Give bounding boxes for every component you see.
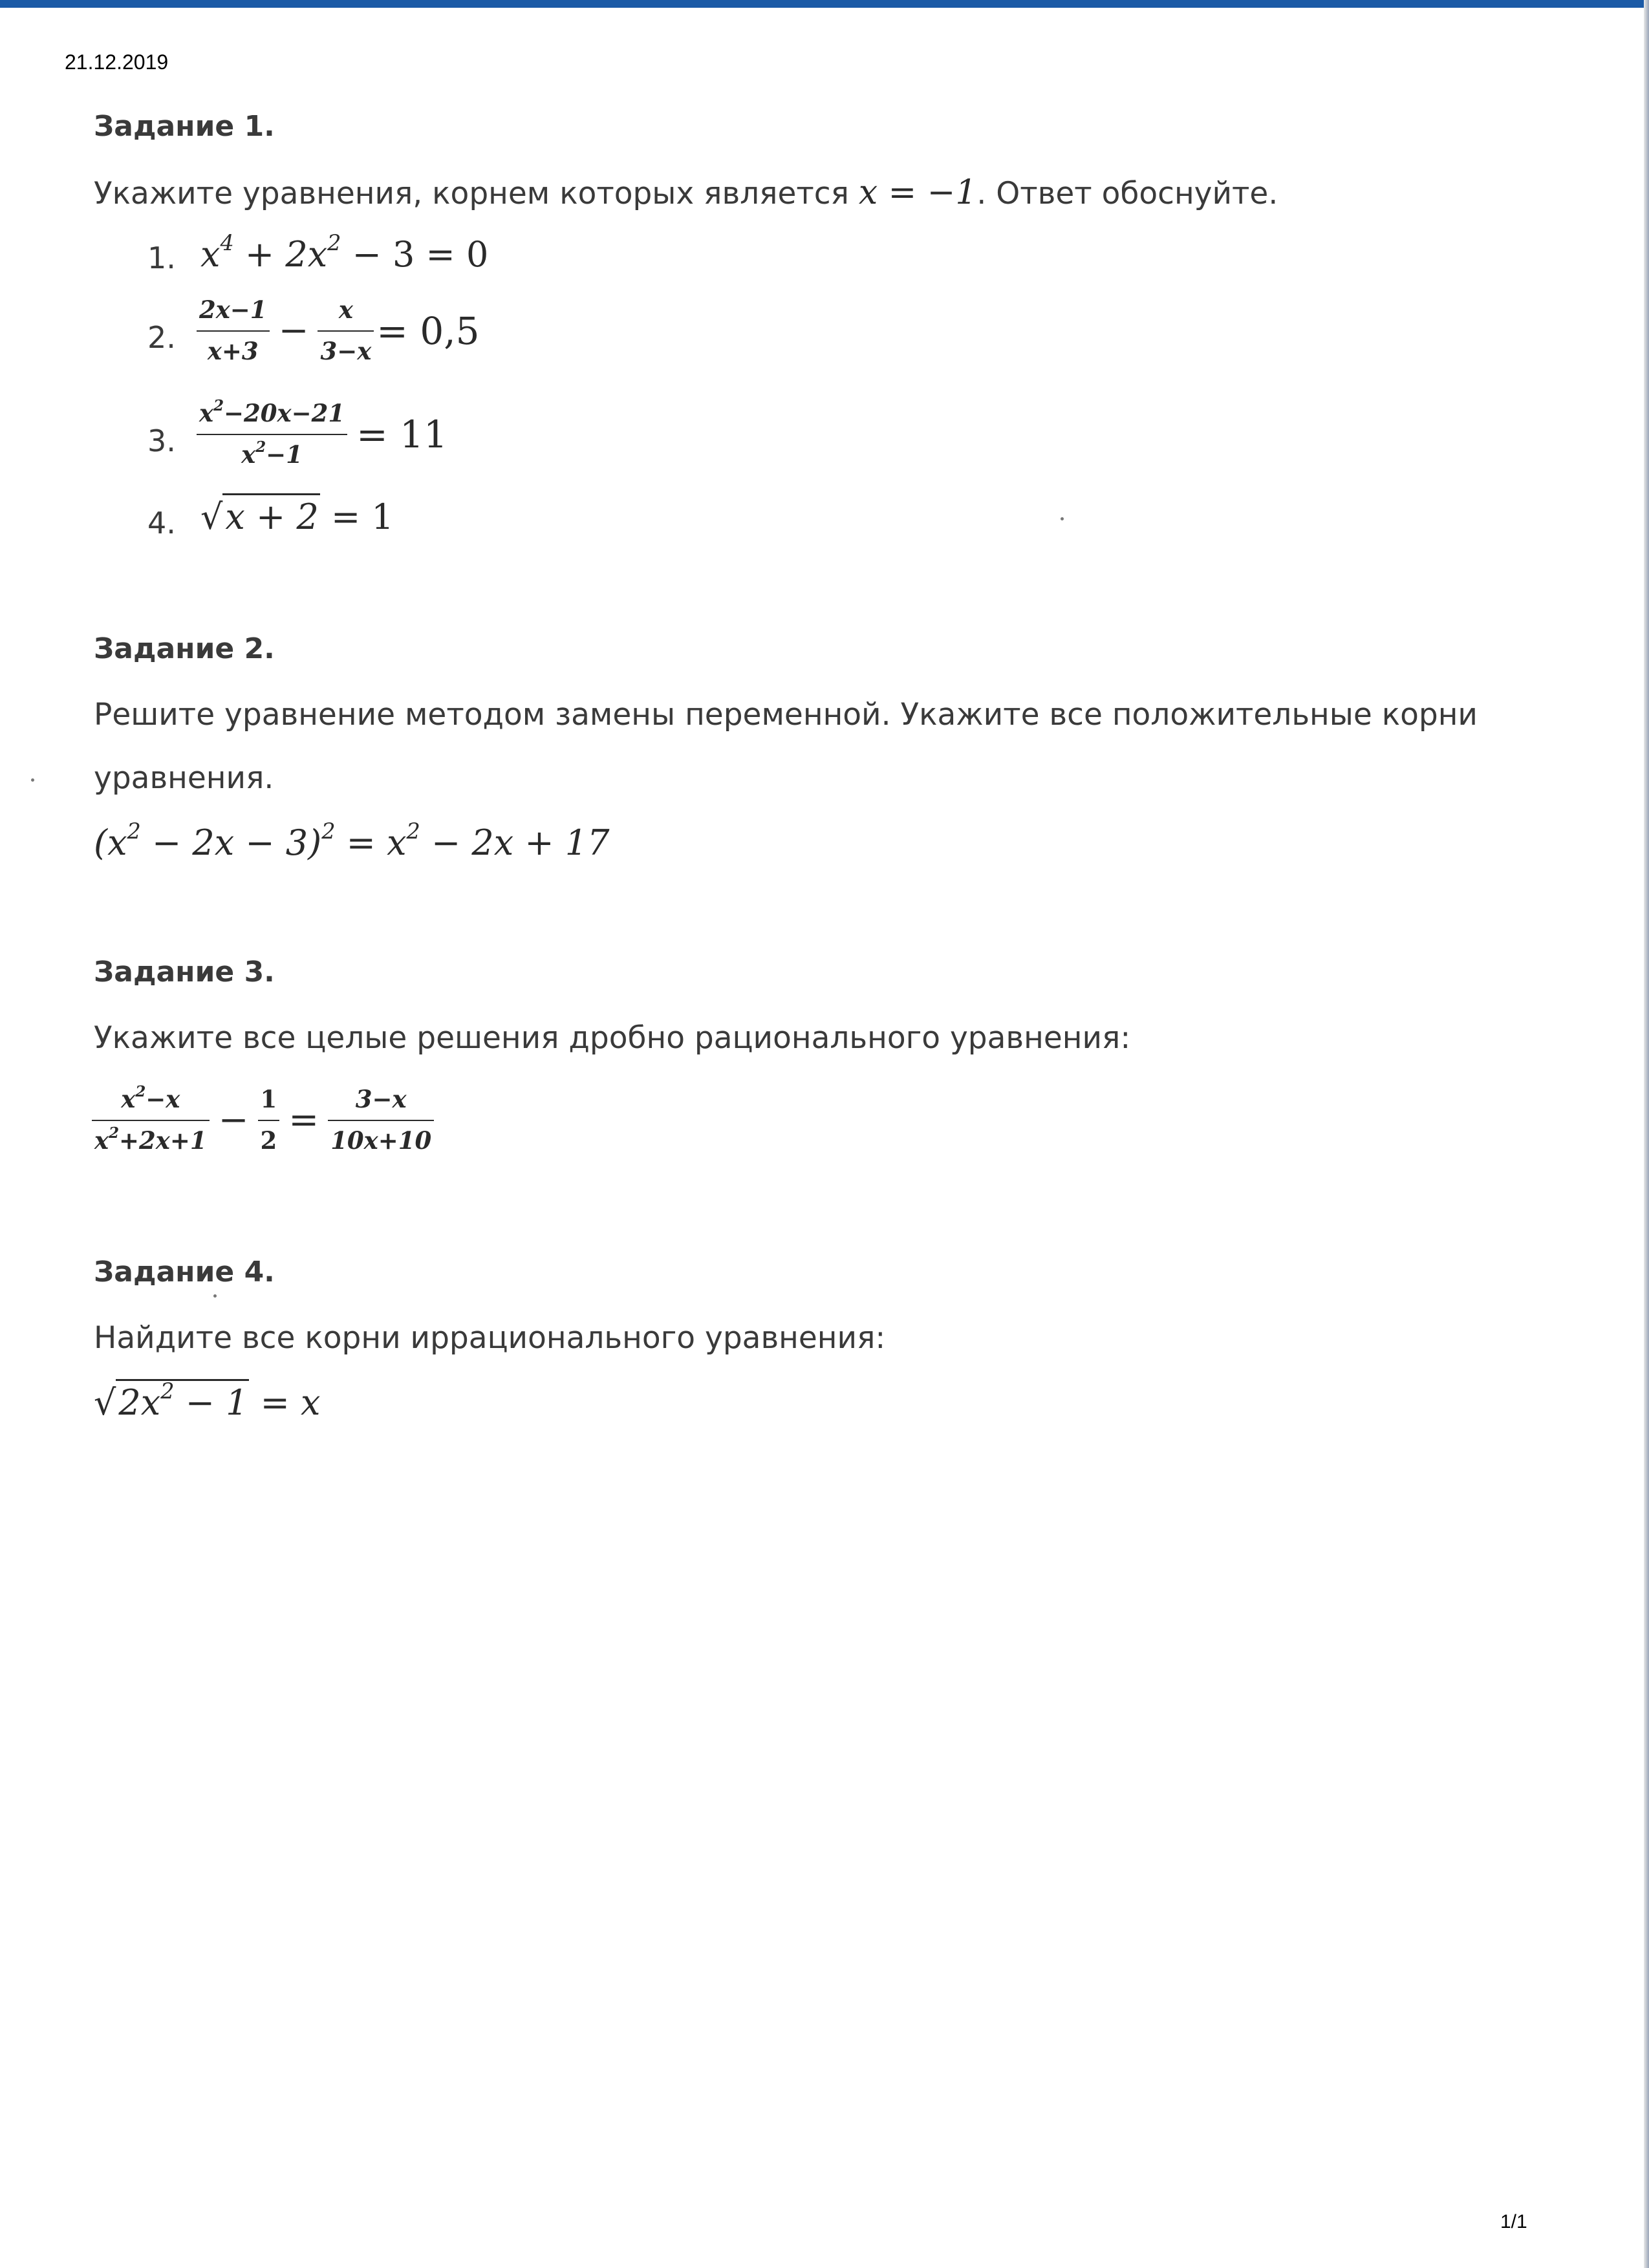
equals-sign: = (288, 1099, 319, 1142)
eq-term: x (241, 440, 256, 469)
eq-exponent: 2 (127, 818, 141, 844)
fraction-denominator (92, 1125, 210, 1157)
task3-title: Задание 3. (94, 956, 275, 989)
fraction-denominator: x+3 (207, 336, 259, 365)
fraction-numerator: 2x−1 (199, 295, 267, 324)
fraction-numerator (197, 398, 347, 430)
eq-term: − 2x + 17 (420, 822, 610, 863)
page-number: 1/1 (1500, 2211, 1527, 2232)
eq-term: −x (146, 1085, 180, 1113)
scan-edge-right (1644, 0, 1649, 2268)
task1-item4-number: 4. (147, 506, 176, 540)
eq-term: (x (94, 822, 127, 863)
eq-term: − 1 (174, 1382, 248, 1423)
square-root (94, 1378, 249, 1423)
scan-speck (213, 1294, 217, 1298)
fraction-bar (258, 1120, 280, 1121)
eq-term: +2x+1 (119, 1126, 207, 1155)
fraction (197, 294, 270, 368)
fraction-bar (197, 434, 347, 435)
task1-text (94, 173, 1278, 212)
scan-speck (31, 778, 34, 782)
scan-speck (1061, 517, 1064, 520)
equation-rhs: = x (249, 1382, 321, 1423)
task1-item2-equation (194, 294, 480, 368)
fraction-denominator: 2 (260, 1126, 277, 1155)
eq-term: 2x (118, 1382, 161, 1423)
task2-title: Задание 2. (94, 632, 275, 665)
radical-sign: √ (94, 1382, 116, 1423)
task1-title: Задание 1. (94, 110, 275, 143)
task4-text: Найдите все корни иррационального уравнения: (94, 1320, 886, 1356)
equation-rhs: = 1 (319, 497, 394, 537)
eq-term: x (94, 1126, 109, 1155)
task3-equation (89, 1084, 436, 1157)
eq-exponent: 2 (160, 1378, 175, 1404)
scan-edge-top (0, 0, 1649, 8)
task1-text-after: . Ответ обоснуйте. (976, 176, 1278, 211)
fraction (92, 1084, 210, 1157)
eq-exponent: 4 (220, 230, 234, 255)
eq-exponent: 2 (135, 1082, 146, 1100)
eq-term: x (200, 234, 221, 275)
task2-equation (94, 818, 610, 863)
fraction (258, 1084, 280, 1157)
square-root (200, 497, 320, 537)
task3-text: Укажите все целые решения дробно рационального уравнения: (94, 1020, 1131, 1056)
fraction-numerator: x (338, 295, 353, 324)
operator: − (278, 310, 309, 352)
equation-rhs: = 11 (356, 412, 447, 456)
fraction-denominator: 3−x (320, 336, 372, 365)
fraction-bar (92, 1120, 210, 1121)
fraction-bar (328, 1120, 434, 1121)
eq-term: −1 (266, 440, 303, 469)
fraction (197, 398, 347, 471)
task1-text-math: x = −1 (858, 173, 977, 212)
eq-exponent: 2 (255, 438, 266, 456)
radical-sign: √ (200, 497, 223, 537)
fraction-denominator (239, 439, 305, 471)
eq-term: − 3 = 0 (341, 234, 489, 275)
task2-text-line2: уравнения. (94, 760, 274, 796)
task1-item2-number: 2. (147, 320, 176, 355)
fraction-bar (318, 330, 374, 332)
eq-exponent: 2 (406, 818, 420, 844)
task2-text-line1: Решите уравнение методом замены переменной. Укажите все положительные корни (94, 697, 1478, 733)
task1-item3-number: 3. (147, 423, 176, 458)
radicand: x + 2 (222, 493, 319, 537)
equation-rhs: = 0,5 (376, 308, 480, 353)
fraction-bar (197, 330, 270, 332)
fraction-numerator: 1 (260, 1085, 277, 1113)
task1-item1-equation (200, 230, 489, 275)
eq-term: = x (335, 822, 407, 863)
eq-exponent: 2 (327, 230, 341, 255)
header-date: 21.12.2019 (65, 50, 169, 74)
eq-exponent: 2 (213, 396, 224, 414)
task4-equation (94, 1378, 321, 1423)
radicand (116, 1379, 249, 1423)
eq-term: x (199, 399, 214, 427)
task1-item3-equation (194, 398, 447, 471)
operator: − (218, 1099, 249, 1142)
eq-term: −20x−21 (224, 399, 345, 427)
fraction-numerator: 3−x (355, 1085, 407, 1113)
task4-title: Задание 4. (94, 1256, 275, 1289)
fraction (328, 1084, 434, 1157)
fraction (318, 294, 374, 368)
eq-exponent: 2 (109, 1124, 120, 1142)
task1-item4-equation (200, 497, 394, 537)
eq-exponent: 2 (321, 818, 336, 844)
fraction-denominator: 10x+10 (330, 1126, 432, 1155)
task1-item1-number: 1. (147, 241, 176, 275)
eq-term: − 2x − 3) (140, 822, 322, 863)
task1-text-before: Укажите уравнения, корнем которых является (94, 176, 859, 211)
eq-term: x (121, 1085, 136, 1113)
fraction-numerator (118, 1084, 182, 1116)
eq-term: + 2x (233, 234, 328, 275)
